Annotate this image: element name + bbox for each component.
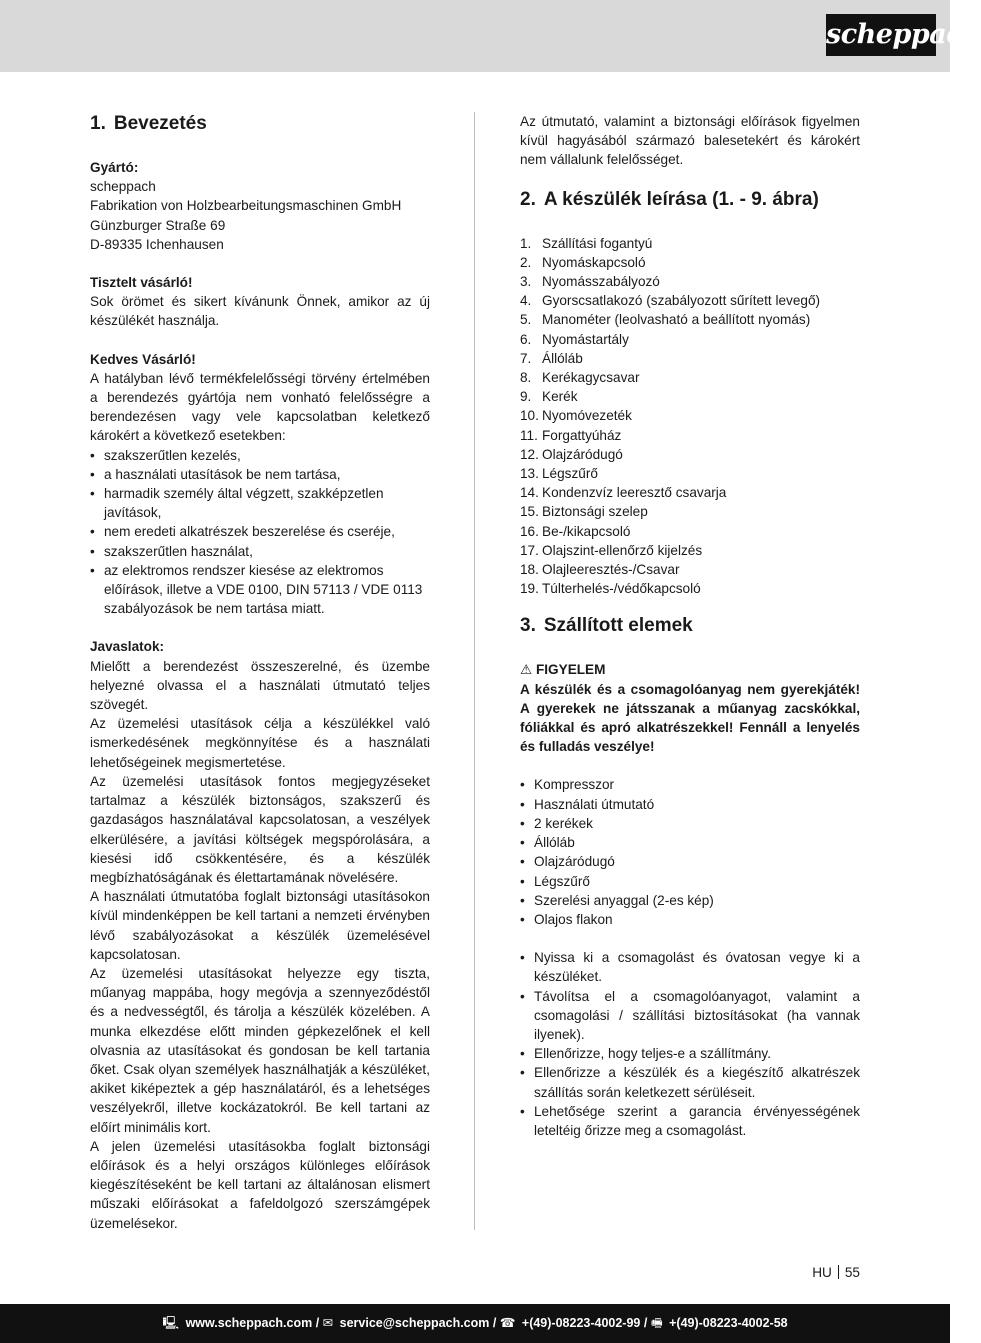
list-item: • szakszerűtlen használat, <box>90 542 430 561</box>
list-item: 15. Biztonsági szelep <box>520 504 648 520</box>
disclaimer-text: Az útmutató, valamint a biztonsági előírások figyelmen kívül hagyásából származó balesetekért és károkért nem vállalunk felelősséget. <box>520 114 860 168</box>
liability-list <box>90 446 430 619</box>
mail-icon: ✉ <box>322 1316 334 1330</box>
recommendation-paragraph: Mielőtt a berendezést összeszerelné, és üzembe helyezné olvassa el a használati útmutató teljes szövegét. <box>90 658 430 713</box>
section-3-heading <box>520 614 860 638</box>
list-item: • Olajos flakon <box>520 910 860 929</box>
list-item: • Használati útmutató <box>520 795 860 814</box>
manufacturer-line: Fabrikation von Holzbearbeitungsmaschinen GmbH <box>90 198 402 214</box>
list-item: • Ellenőrizze, hogy teljes-e a szállítmány. <box>520 1044 860 1063</box>
list-item: 4. Gyorscsatlakozó (szabályozott sűrített levegő) <box>520 293 821 309</box>
recommendation-paragraph: Az üzemelési utasítások fontos megjegyzéseket tartalmaz a készülék biztonságos, szakszerű és gazdaságos használatával kapcsolatosan, a veszélyek elkerülésére, a javítási költségek megspórolására, a kiesési idő csökkentésére, és a készülék megbízhatóságának és élettartamának növelésére. <box>90 773 430 885</box>
manufacturer-line: scheppach <box>90 179 156 195</box>
list-item: 19. Túlterhelés-/védőkapcsoló <box>520 581 701 597</box>
column-divider <box>474 112 475 1230</box>
parts-list <box>520 234 860 599</box>
page-number <box>812 1265 860 1280</box>
right-column <box>520 112 860 1140</box>
list-item: • Állóláb <box>520 833 860 852</box>
list-item: • a használati utasítások be nem tartása, <box>90 465 430 484</box>
list-item: 10. Nyomóvezeték <box>520 408 632 424</box>
header-bar <box>0 0 981 72</box>
list-item: 17. Olajszint-ellenőrző kijelzés <box>520 542 703 558</box>
left-column <box>90 112 430 1233</box>
footer-fax: +(49)-08223-4002-58 <box>669 1316 788 1330</box>
list-item: 14. Kondenzvíz leeresztő csavarja <box>520 485 727 501</box>
recommendation-paragraph: A jelen üzemelési utasításokba foglalt biztonsági előírások és a helyi országos különleges előírások kiegészítéseként be kell tartani az általánosan elismert műszaki előírásokat a fafeldolgozó szerszámgépek üzemelésekor. <box>90 1138 430 1231</box>
list-item: 3. Nyomásszabályozó <box>520 274 660 290</box>
unpacking-steps-list <box>520 948 860 1140</box>
section-title: Szállított elemek <box>543 615 693 637</box>
delivered-items-list <box>520 775 860 929</box>
brand-logo: scheppach <box>826 14 936 56</box>
list-item: • az elektromos rendszer kiesése az elektromos előírások, illetve a VDE 0100, DIN 57113 / VDE 0113 szabályozások be nem tartása miatt. <box>90 561 430 619</box>
list-item: 6. Nyomástartály <box>520 331 629 347</box>
page-language: HU <box>812 1265 832 1280</box>
page-number-value: 55 <box>844 1265 860 1280</box>
list-item: • Olajzáródugó <box>520 852 860 871</box>
list-item: • Távolítsa el a csomagolóanyagot, valamint a csomagolási / szállítási biztosításokat (ha vannak ilyenek). <box>520 987 860 1045</box>
list-item: • 2 kerékek <box>520 814 860 833</box>
list-item: • Ellenőrizze a készülék és a kiegészítő alkatrészek szállítás során keletkezett sérüléseit. <box>520 1063 860 1101</box>
list-item: 1. Szállítási fogantyú <box>520 235 653 251</box>
recommendation-paragraph: A használati útmutatóba foglalt biztonsági utasításokon kívül mindenképpen be kell tartani a nemzeti érvényben lévő szabályozásokat a készülék üzemelésével kapcsolatosan. <box>90 889 430 962</box>
warning-icon: ⚠ <box>520 662 533 678</box>
phone-icon: ☎ <box>499 1316 516 1330</box>
warning-title: ⚠ FIGYELEM <box>520 662 606 678</box>
list-item: • Lehetősége szerint a garancia érvényességének leteltéig őrizze meg a csomagolást. <box>520 1102 860 1140</box>
warning-text: A készülék és a csomagolóanyag nem gyerekjáték! A gyerekek ne játsszanak a műanyag zacskókkal, fóliákkal és apró alkatrészekkel! Fennáll a lenyelés és fulladás veszélye! <box>520 681 860 755</box>
footer-bar <box>0 1304 950 1343</box>
list-item: 9. Kerék <box>520 389 578 405</box>
section-number: 2. <box>520 188 536 210</box>
recommendation-paragraph: Az üzemelési utasításokat helyezze egy tiszta, műanyag mappába, hogy megóvja a szennyeződéstől és a nedvességtől, és tárolja a készülék közelében. A munka elkezdése előtt minden gépkezelőnek el kell olvasnia az utasításokat és gondosan be kell tartania őket. Csak olyan személyek használhatják a készüléket, akiket kiképeztek a gép használatáról, és a lehetséges veszélyekről, illetve kockázatokról. Be kell tartani az előírt minimális kort. <box>90 965 430 1135</box>
list-item: • nem eredeti alkatrészek beszerelése és cseréje, <box>90 522 430 541</box>
list-item: 13. Légszűrő <box>520 466 598 482</box>
list-item: 5. Manométer (leolvasható a beállított nyomás) <box>520 312 811 328</box>
greeting-label: Tisztelt vásárló! <box>90 275 193 291</box>
list-item: 16. Be-/kikapcsoló <box>520 523 631 539</box>
list-item: • Szerelési anyaggal (2-es kép) <box>520 891 860 910</box>
section-title: A készülék leírása (1. - 9. ábra) <box>543 188 819 210</box>
computer-icon: 🖳 <box>162 1316 180 1330</box>
liability-label: Kedves Vásárló! <box>90 351 196 367</box>
list-item: 2. Nyomáskapcsoló <box>520 254 646 270</box>
manufacturer-label: Gyártó: <box>90 160 139 175</box>
liability-text: A hatályban lévő termékfelelősségi törvény értelmében a berendezés gyártója nem vonható felelősségre a berendezésen vagy vele kapcsolatban keletkező károkért a következő esetekben: <box>90 370 430 444</box>
section-number: 1. <box>90 113 106 134</box>
list-item: • Nyissa ki a csomagolást és óvatosan vegye ki a készüléket. <box>520 948 860 986</box>
list-item: 8. Kerékagycsavar <box>520 370 640 386</box>
list-item: • Légszűrő <box>520 872 860 891</box>
list-item: 11. Forgattyúház <box>520 427 622 443</box>
footer-website: www.scheppach.com / <box>185 1316 320 1330</box>
fax-icon: 🖷 <box>650 1316 663 1330</box>
list-item: 12. Olajzáródugó <box>520 446 623 462</box>
footer-email: service@scheppach.com / <box>339 1316 497 1330</box>
section-number: 3. <box>520 615 536 637</box>
recommendation-paragraph: Az üzemelési utasítások célja a készülékkel való ismerkedésének megkönnyítése és a használati lehetőségeinek megismertetése. <box>90 716 430 770</box>
list-item: • szakszerűtlen kezelés, <box>90 446 430 465</box>
footer-phone: +(49)-08223-4002-99 / <box>521 1316 648 1330</box>
list-item: 7. Állóláb <box>520 350 583 366</box>
greeting-text: Sok örömet és sikert kívánunk Önnek, amikor az új készülékét használja. <box>90 294 430 329</box>
section-2-heading <box>520 188 860 212</box>
manufacturer-line: D-89335 Ichenhausen <box>90 236 224 252</box>
manufacturer-line: Günzburger Straße 69 <box>90 217 226 233</box>
list-item: 18. Olajleeresztés-/Csavar <box>520 562 680 578</box>
list-item: • Kompresszor <box>520 775 860 794</box>
recommendations-label: Javaslatok: <box>90 639 165 655</box>
section-title: Bevezetés <box>113 113 207 134</box>
section-1-heading <box>90 112 430 136</box>
list-item: • harmadik személy által végzett, szakképzetlen javítások, <box>90 484 430 522</box>
